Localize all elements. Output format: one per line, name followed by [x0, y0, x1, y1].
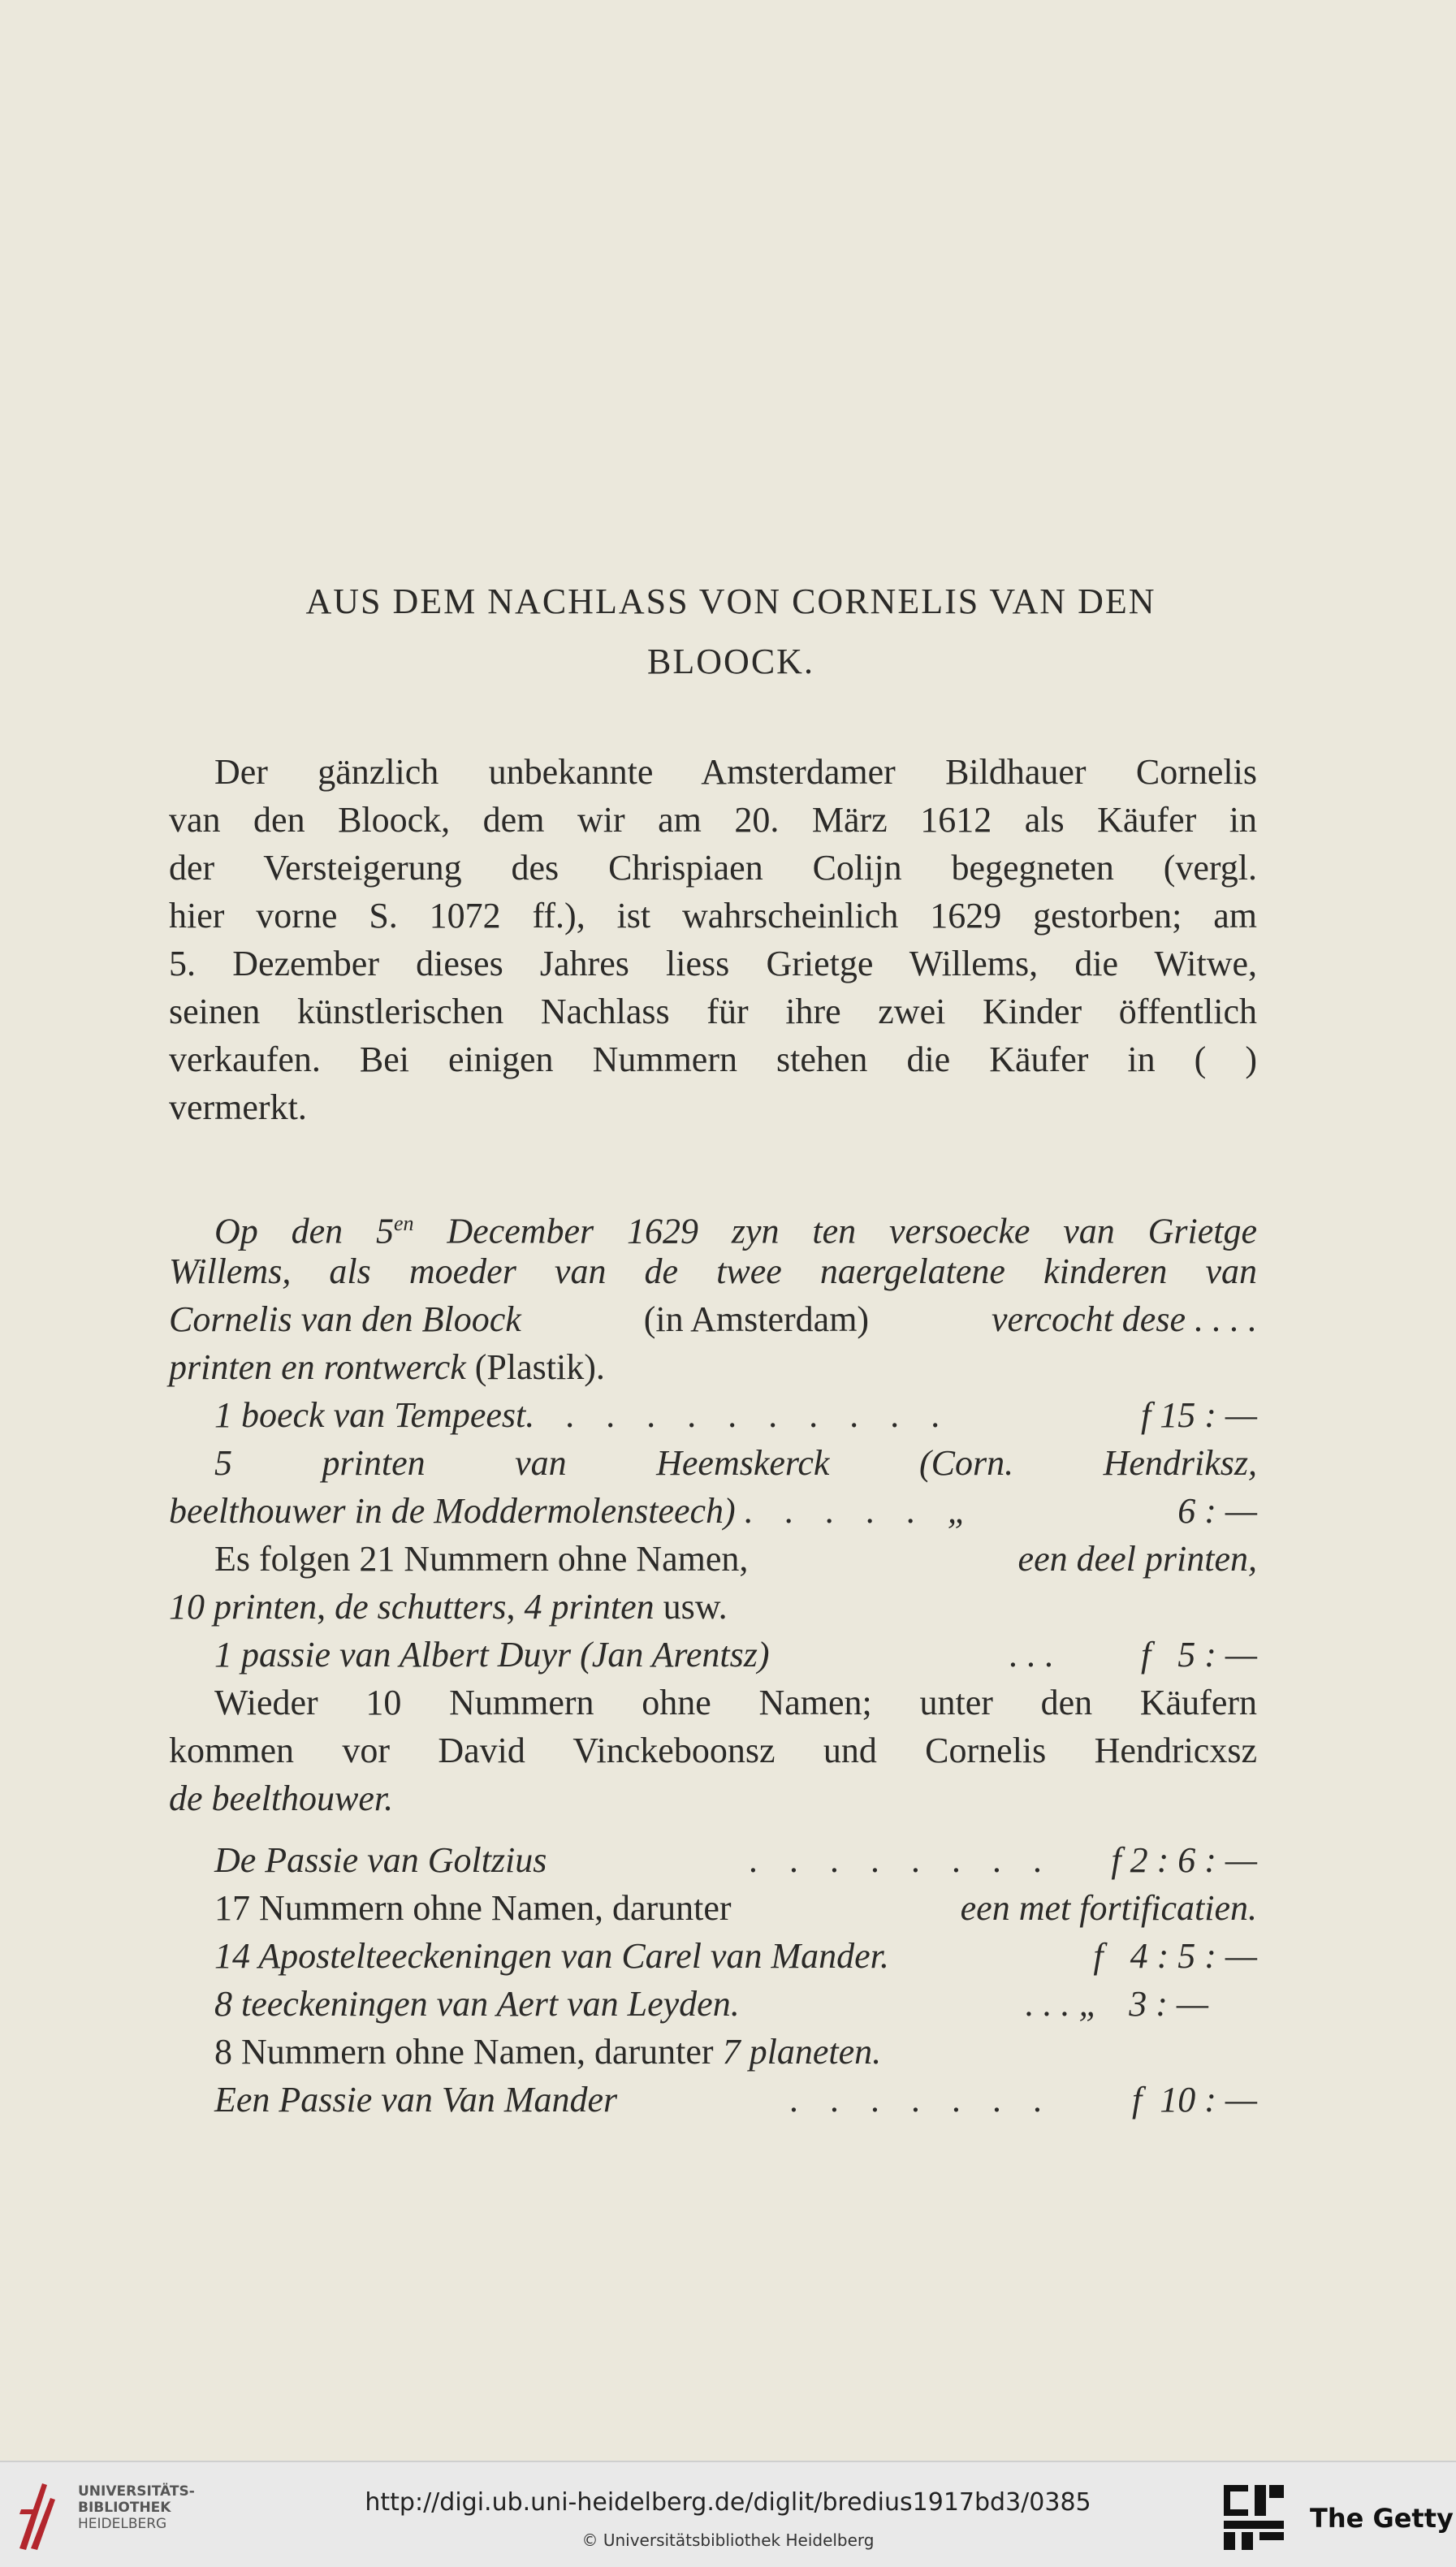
item-price: f 2 : 6 : —: [1111, 1840, 1257, 1880]
permalink-url[interactable]: http://digi.ub.uni-heidelberg.de/diglit/bredius1917bd3/0385: [365, 2488, 1091, 2517]
heading-line-2: BLOOCK.: [647, 642, 814, 681]
note-text: de schutters: [335, 1587, 507, 1627]
intro-line: Der gänzlich unbekannte Amsterdamer Bildhauer Cornelis: [214, 752, 1257, 792]
leader-dots: . . . . . . .: [790, 2080, 1054, 2120]
record-text: printen en rontwerck: [169, 1347, 466, 1387]
item-price: f 4 : 5 : —: [1093, 1936, 1257, 1976]
leader-dots: . . . . . . . . . . .: [525, 1395, 953, 1435]
item-text: De Passie van Goltzius: [214, 1840, 547, 1880]
note-text: een deel printen,: [1017, 1539, 1257, 1579]
item-row: [169, 1981, 1257, 2028]
note-text: Es folgen 21 Nummern ohne Namen,: [214, 1539, 749, 1579]
item-row: [169, 1631, 1257, 1679]
note-text: usw.: [654, 1587, 728, 1627]
intro-line: verkaufen. Bei einigen Nummern stehen die Käufer in ( ): [169, 1039, 1257, 1079]
note-row: de beelthouwer.: [169, 1778, 394, 1818]
note-text: 17 Nummern ohne Namen, darunter: [214, 1888, 732, 1928]
note-row: [169, 1584, 1257, 1631]
library-name-line: HEIDELBERG: [78, 2516, 167, 2532]
item-row: [169, 1488, 1257, 1535]
note-text: ,: [317, 1587, 335, 1627]
item-price: 6 : —: [1177, 1491, 1257, 1531]
item-text: 1 boeck van Tempeest: [214, 1395, 526, 1435]
record-line: [169, 1344, 1257, 1391]
record-text: Cornelis van den Bloock: [169, 1299, 521, 1339]
note-text: 7 planeten.: [722, 2032, 882, 2072]
item-price: 3 : —: [1129, 1984, 1208, 2024]
item-row: [169, 2077, 1257, 2124]
note-row: Wieder 10 Nummern ohne Namen; unter den Käufern: [214, 1683, 1257, 1722]
record-text: (in Amsterdam): [643, 1299, 870, 1339]
intro-line: 5. Dezember dieses Jahres liess Grietge Willems, die Witwe,: [169, 944, 1257, 983]
leader-dots: . . . . . . . .: [750, 1840, 1054, 1880]
note-row: kommen vor David Vinckeboonsz und Cornelis Hendricxsz: [169, 1731, 1257, 1770]
item-text: Een Passie van Van Mander: [214, 2080, 618, 2120]
intro-line: van den Bloock, dem wir am 20. März 1612 als Käufer in: [169, 800, 1257, 840]
item-text: beelthouwer in de Moddermolensteech): [169, 1491, 736, 1531]
record-superscript: en: [394, 1212, 414, 1235]
record-line: Willems, als moeder van de twee naergelatene kinderen van: [169, 1251, 1257, 1291]
item-row: 5 printen van Heemskerck (Corn. Hendriksz,: [214, 1443, 1257, 1483]
getty-logo-icon: [1222, 2483, 1285, 2552]
item-row: [169, 1933, 1257, 1980]
item-row: [169, 1392, 1257, 1439]
item-price: f 10 : —: [1132, 2080, 1257, 2120]
leader-dots: . . .: [1009, 1635, 1054, 1675]
item-row: [169, 1837, 1257, 1884]
record-text: December 1629 zyn ten versoecke van Grietge: [413, 1211, 1257, 1251]
leader-dots: . . . „: [1025, 1984, 1099, 2024]
note-text: ,: [506, 1587, 525, 1627]
record-line: [169, 1200, 1257, 1251]
note-row: [169, 1885, 1257, 1932]
intro-line: seinen künstlerischen Nachlass für ihre zwei Kinder öffentlich: [169, 992, 1257, 1031]
record-text: Op den 5: [214, 1211, 394, 1251]
intro-line: hier vorne S. 1072 ff.), ist wahrscheinlich 1629 gestorben; am: [169, 896, 1257, 936]
item-price: f 5 : —: [1141, 1635, 1257, 1675]
library-name-line: UNIVERSITÄTS-: [78, 2483, 195, 2500]
intro-line: vermerkt.: [169, 1087, 307, 1127]
leader-dots: . . . . . „: [744, 1491, 979, 1531]
viewer-footer: [0, 2461, 1456, 2567]
record-text: (Plastik).: [465, 1347, 605, 1387]
library-name-line: BIBLIOTHEK: [78, 2500, 171, 2516]
record-line: [169, 1296, 1257, 1343]
intro-line: der Versteigerung des Chrispiaen Colijn begegneten (vergl.: [169, 848, 1257, 888]
copyright-notice: © Universitätsbibliothek Heidelberg: [581, 2530, 875, 2550]
item-text: 8 teeckeningen van Aert van Leyden.: [214, 1984, 740, 2024]
item-text: 1 passie van Albert Duyr (Jan Arentsz): [214, 1635, 770, 1675]
note-row: [169, 2029, 1257, 2076]
heading-line-1: AUS DEM NACHLASS VON CORNELIS VAN DEN: [305, 581, 1156, 621]
note-text: 4 printen: [524, 1587, 655, 1627]
getty-name: The Getty: [1310, 2503, 1454, 2534]
note-row: [169, 1536, 1257, 1583]
note-text: een met fortificatien.: [960, 1888, 1257, 1928]
note-text: 10 printen: [169, 1587, 318, 1627]
record-text: vercocht dese . . . .: [991, 1299, 1257, 1339]
note-text: 8 Nummern ohne Namen, darunter: [214, 2032, 723, 2072]
item-price: f 15 : —: [1141, 1395, 1257, 1435]
item-text: 14 Apostelteeckeningen van Carel van Mander.: [214, 1936, 889, 1976]
